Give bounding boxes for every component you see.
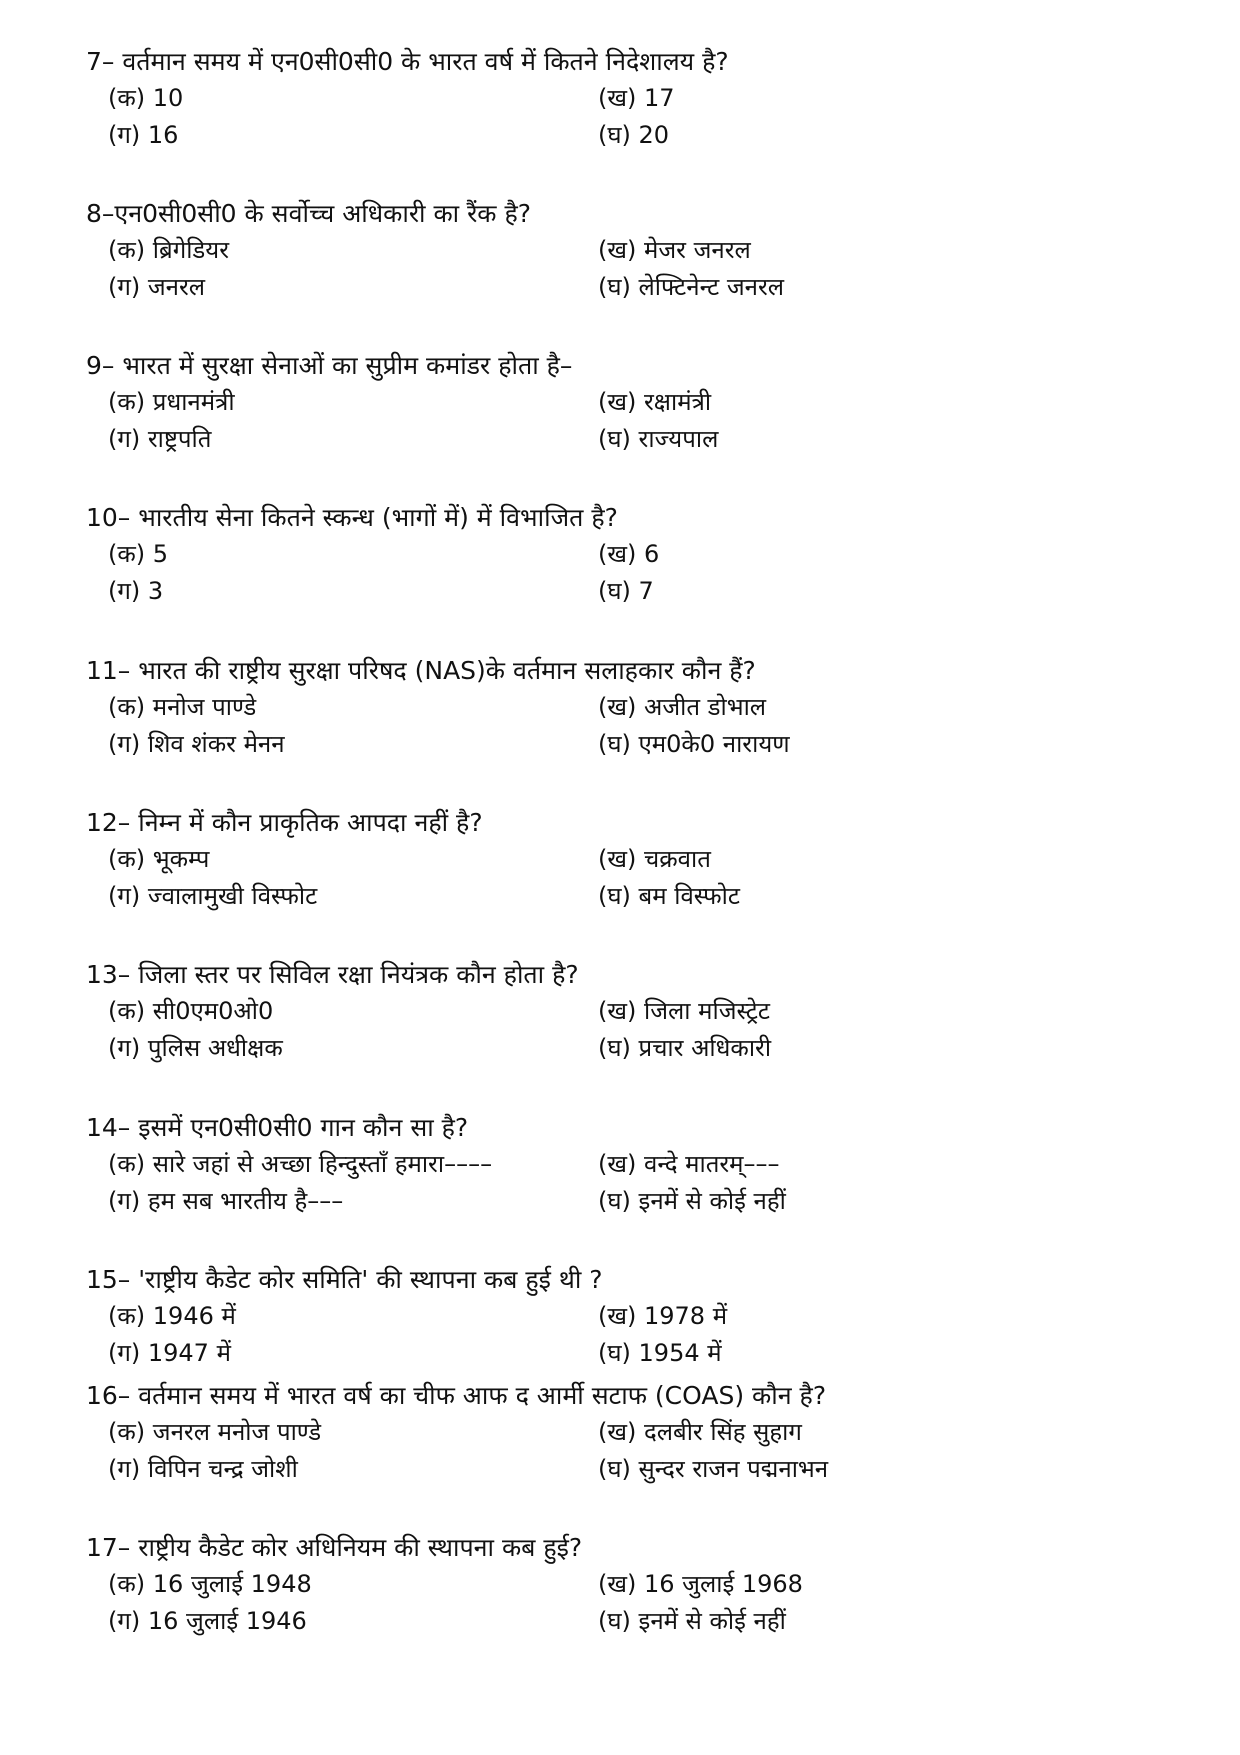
question-text: 8–एन0सी0सी0 के सर्वोच्च अधिकारी का रैंक है?: [86, 199, 531, 228]
option-gha: (घ) एम0के0 नारायण: [598, 730, 790, 758]
options-grid: [108, 384, 1206, 458]
option-kha: (ख) जिला मजिस्ट्रेट: [598, 997, 771, 1025]
option-ga: (ग) ज्वालामुखी विस्फोट: [108, 882, 318, 910]
question-text: 13– जिला स्तर पर सिविल रक्षा नियंत्रक कौन होता है?: [86, 960, 579, 989]
question-text: 11– भारत की राष्ट्रीय सुरक्षा परिषद (NAS)के वर्तमान सलाहकार कौन हैं?: [86, 656, 756, 685]
option-kha: (ख) दलबीर सिंह सुहाग: [598, 1418, 802, 1446]
options-grid: [108, 841, 1206, 915]
option-kha: (ख) रक्षामंत्री: [598, 388, 712, 416]
option-kha: (ख) 16 जुलाई 1968: [598, 1570, 803, 1598]
option-ka: (क) सी0एम0ओ0: [108, 997, 274, 1025]
options-grid: [108, 1298, 1206, 1372]
question-13: [86, 957, 1206, 1067]
question-text: 9– भारत में सुरक्षा सेनाओं का सुप्रीम कमांडर होता है–: [86, 351, 573, 380]
options-grid: [108, 689, 1206, 763]
option-ka: (क) जनरल मनोज पाण्डे: [108, 1418, 322, 1446]
options-grid: [108, 993, 1206, 1067]
option-ka: (क) 1946 में: [108, 1302, 236, 1330]
option-kha: (ख) 17: [598, 84, 675, 112]
option-gha: (घ) प्रचार अधिकारी: [598, 1034, 772, 1062]
option-ka: (क) प्रधानमंत्री: [108, 388, 235, 416]
option-kha: (ख) अजीत डोभाल: [598, 693, 767, 721]
option-kha: (ख) 6: [598, 540, 660, 568]
option-ka: (क) 5: [108, 540, 169, 568]
question-10: [86, 500, 1206, 610]
question-text: 7– वर्तमान समय में एन0सी0सी0 के भारत वर्ष में कितने निदेशालय है?: [86, 47, 729, 76]
option-kha: (ख) 1978 में: [598, 1302, 728, 1330]
option-ga: (ग) विपिन चन्द्र जोशी: [108, 1455, 298, 1483]
option-ga: (ग) 16 जुलाई 1946: [108, 1607, 307, 1635]
option-gha: (घ) राज्यपाल: [598, 425, 719, 453]
option-kha: (ख) मेजर जनरल: [598, 236, 751, 264]
question-11: [86, 653, 1206, 763]
option-gha: (घ) लेफ्टिनेन्ट जनरल: [598, 273, 785, 301]
option-kha: (ख) चक्रवात: [598, 845, 711, 873]
question-16: [86, 1378, 1206, 1488]
options-grid: [108, 80, 1206, 154]
question-15: [86, 1262, 1206, 1372]
question-7: [86, 44, 1206, 154]
option-ga: (ग) 1947 में: [108, 1339, 231, 1367]
option-gha: (घ) 20: [598, 121, 670, 149]
option-ka: (क) मनोज पाण्डे: [108, 693, 257, 721]
options-grid: [108, 1146, 1206, 1220]
option-ga: (ग) हम सब भारतीय है–––: [108, 1187, 344, 1215]
question-8: [86, 196, 1206, 306]
option-ka: (क) ब्रिगेडियर: [108, 236, 230, 264]
option-ga: (ग) राष्ट्रपति: [108, 425, 212, 453]
option-ka: (क) 10: [108, 84, 184, 112]
question-text: 17– राष्ट्रीय कैडेट कोर अधिनियम की स्थापना कब हुई?: [86, 1533, 583, 1562]
option-ga: (ग) 16: [108, 121, 179, 149]
option-ga: (ग) शिव शंकर मेनन: [108, 730, 285, 758]
option-ka: (क) सारे जहां से अच्छा हिन्दुस्ताँ हमारा––––: [108, 1150, 493, 1178]
option-ka: (क) भूकम्प: [108, 845, 210, 873]
question-text: 15– 'राष्ट्रीय कैडेट कोर समिति' की स्थापना कब हुई थी ?: [86, 1265, 603, 1294]
option-gha: (घ) सुन्दर राजन पद्मनाभन: [598, 1455, 829, 1483]
options-grid: [108, 1566, 1206, 1640]
option-gha: (घ) 7: [598, 577, 654, 605]
option-gha: (घ) इनमें से कोई नहीं: [598, 1187, 786, 1215]
question-17: [86, 1530, 1206, 1640]
option-kha: (ख) वन्दे मातरम्–––: [598, 1150, 780, 1178]
options-grid: [108, 232, 1206, 306]
question-text: 12– निम्न में कौन प्राकृतिक आपदा नहीं है?: [86, 808, 483, 837]
option-ga: (ग) पुलिस अधीक्षक: [108, 1034, 283, 1062]
option-gha: (घ) इनमें से कोई नहीं: [598, 1607, 786, 1635]
question-text: 14– इसमें एन0सी0सी0 गान कौन सा है?: [86, 1113, 469, 1142]
option-ga: (ग) जनरल: [108, 273, 206, 301]
option-ka: (क) 16 जुलाई 1948: [108, 1570, 312, 1598]
question-12: [86, 805, 1206, 915]
options-grid: [108, 1414, 1206, 1488]
question-14: [86, 1110, 1206, 1220]
question-9: [86, 348, 1206, 458]
option-ga: (ग) 3: [108, 577, 164, 605]
option-gha: (घ) 1954 में: [598, 1339, 722, 1367]
question-text: 10– भारतीय सेना कितने स्कन्ध (भागों में) में विभाजित है?: [86, 503, 618, 532]
option-gha: (घ) बम विस्फोट: [598, 882, 740, 910]
options-grid: [108, 536, 1206, 610]
question-text: 16– वर्तमान समय में भारत वर्ष का चीफ आफ द आर्मी सटाफ (COAS) कौन है?: [86, 1381, 827, 1410]
